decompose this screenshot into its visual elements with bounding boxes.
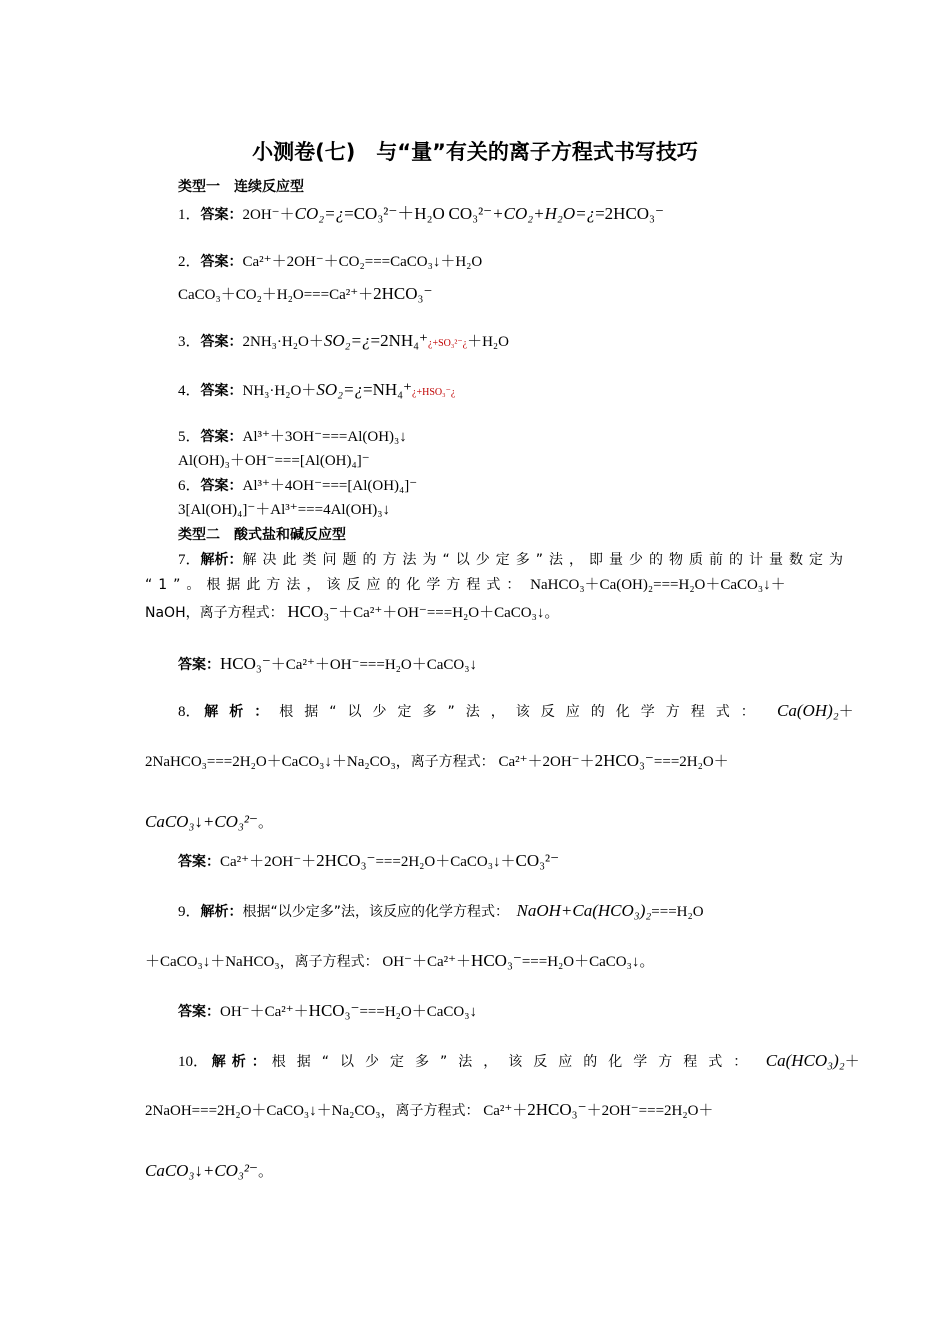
text-segment: ===2H₂O＋	[653, 754, 729, 770]
text-segment: ＋Ca²⁺＋OH⁻===H₂O＋CaCO₃↓。	[338, 605, 560, 621]
text-segment: NaHCO₃＋Ca(OH)₂===H₂O＋CaCO₃↓＋	[530, 577, 786, 593]
text-segment: 3．	[178, 334, 201, 350]
text-segment: NaOH+Ca(HCO₃)₂	[516, 901, 652, 920]
text-segment: SO₂=¿	[323, 331, 371, 350]
text-segment: Al³⁺＋4OH⁻===[Al(OH)₄]⁻	[242, 478, 418, 494]
text-segment: Ca²⁺＋2OH⁻＋CO₂===CaCO₃↓＋H₂O	[242, 254, 483, 270]
text-segment: ＋	[838, 704, 854, 720]
analysis-line-9b	[145, 952, 654, 970]
text-segment: Ca(OH)₂	[777, 701, 839, 720]
text-segment: 答案：	[178, 854, 220, 870]
text-segment: ===H₂O＋CaCO₃↓。	[521, 954, 655, 970]
text-segment: ¿+SO₃²⁻¿	[428, 338, 468, 349]
text-segment: 2NaHCO₃===2H₂O＋CaCO₃↓＋Na₂CO₃，	[145, 754, 411, 770]
text-segment: ===H₂O	[651, 904, 704, 920]
text-segment: ===H₂O＋CaCO₃↓	[359, 1004, 477, 1020]
text-segment: HCO₃⁻	[308, 1001, 360, 1020]
text-segment: 2HCO₃⁻	[316, 851, 376, 870]
text-segment: Al³⁺＋3OH⁻===Al(OH)₃↓	[242, 429, 407, 445]
text-segment: 答案：	[178, 657, 220, 673]
text-segment: 解析：	[200, 904, 243, 920]
answer-line-2	[178, 255, 482, 270]
text-segment: Ca(HCO₃)₂	[765, 1051, 845, 1070]
text-segment: 根据“以少定多”法，该反应的化学方程式：	[242, 904, 510, 920]
text-segment: 答案：	[200, 383, 243, 399]
text-segment: Ca²⁺＋2OH⁻＋	[220, 854, 317, 870]
text-segment: 解析：	[211, 1054, 272, 1070]
text-segment: =2NH₄⁺	[370, 331, 429, 350]
text-segment: 2HCO₃⁻	[373, 284, 433, 303]
text-segment: 。	[257, 815, 273, 831]
answer-line-4	[178, 381, 455, 399]
text-segment: CO₃²⁻	[448, 204, 493, 223]
text-segment: +CO₂+H₂O=¿	[492, 204, 596, 223]
text-segment: 答案：	[200, 429, 243, 445]
text-segment: 。	[257, 1164, 273, 1180]
text-segment: 2NaOH===2H₂O＋CaCO₃↓＋Na₂CO₃，	[145, 1103, 396, 1119]
text-segment: 解析：	[200, 552, 243, 568]
text-segment: Ca²⁺＋2OH⁻＋	[498, 754, 595, 770]
text-segment: 离子方程式：	[294, 954, 379, 970]
text-segment: 答案：	[200, 207, 243, 223]
text-segment: 2OH⁻＋	[242, 207, 295, 223]
text-segment: CaCO₃＋CO₂＋H₂O===Ca²⁺＋	[178, 287, 374, 303]
text-segment: 1．	[178, 207, 201, 223]
text-segment: ＋H₂O	[467, 334, 509, 350]
text-segment: OH⁻＋Ca²⁺＋	[220, 1004, 309, 1020]
text-segment: 9．	[178, 904, 201, 920]
equation-line-2b	[178, 285, 432, 303]
text-segment: 7．	[178, 552, 201, 568]
analysis-line-10a	[178, 1052, 860, 1070]
text-segment: ===2H₂O＋CaCO₃↓＋	[375, 854, 516, 870]
answer-line-7	[178, 655, 477, 673]
text-segment: 6．	[178, 478, 201, 494]
text-segment: HCO₃⁻	[287, 602, 339, 621]
answer-line-3	[178, 332, 509, 350]
text-segment: 2NH₃·H₂O＋	[242, 334, 324, 350]
text-segment: =NH₄⁺	[362, 380, 413, 399]
analysis-line-8c	[145, 813, 273, 831]
text-segment: 答案：	[200, 334, 243, 350]
equation-line-6b	[178, 503, 390, 518]
text-segment: SO₂=¿	[316, 380, 363, 399]
text-segment: 2HCO₃⁻	[527, 1100, 587, 1119]
text-segment: =CO₃²⁻＋H₂O	[344, 204, 445, 223]
text-segment: CaCO₃↓+CO₃²⁻	[145, 812, 258, 831]
text-segment: 答案：	[200, 254, 243, 270]
analysis-line-8b	[145, 752, 729, 770]
answer-line-1	[178, 205, 664, 223]
text-segment: CO₃²⁻	[515, 851, 560, 870]
analysis-line-8a	[178, 702, 854, 720]
text-segment: 离子方程式：	[395, 1103, 480, 1119]
text-segment: ＋Ca²⁺＋OH⁻===H₂O＋CaCO₃↓	[270, 657, 477, 673]
answer-line-8	[178, 852, 559, 870]
text-segment: 解析：	[204, 704, 280, 720]
text-segment: =2HCO₃⁻	[595, 204, 664, 223]
text-segment: 类型一 连续反应型	[178, 179, 304, 195]
analysis-line-10b	[145, 1101, 713, 1119]
text-segment: NH₃·H₂O＋	[242, 383, 317, 399]
text-segment: 10．	[178, 1054, 209, 1070]
text-segment: ＋	[844, 1054, 860, 1070]
analysis-line-7a	[178, 553, 849, 568]
text-segment: 2HCO₃⁻	[594, 751, 654, 770]
text-segment: ＋2OH⁻===2H₂O＋	[586, 1103, 714, 1119]
text-segment: CaCO₃↓+CO₃²⁻	[145, 1161, 258, 1180]
text-segment: CO₂=¿	[294, 204, 345, 223]
text-segment: NaOH，离子方程式：	[145, 605, 284, 621]
text-segment: Ca²⁺＋	[483, 1103, 528, 1119]
text-segment: ¿+HSO₃⁻¿	[412, 387, 456, 398]
text-segment: 4．	[178, 383, 201, 399]
text-segment: OH⁻＋Ca²⁺＋	[382, 954, 472, 970]
analysis-line-7b	[145, 578, 786, 593]
page-title: 小测卷(七) 与“量”有关的离子方程式书写技巧	[252, 140, 698, 164]
text-segment: 8．	[178, 704, 201, 720]
text-segment: HCO₃⁻	[471, 951, 522, 970]
text-segment: 类型二 酸式盐和碱反应型	[178, 527, 346, 543]
text-segment: 3[Al(OH)₄]⁻＋Al³⁺===4Al(OH)₃↓	[178, 502, 390, 518]
text-segment: 解决此类问题的方法为“以少定多”法，即量少的物质前的计量数定为	[242, 552, 850, 568]
section-heading-type-2	[178, 528, 346, 542]
text-segment: “1”。根据此方法，该反应的化学方程式：	[145, 577, 527, 593]
equation-line-5b	[178, 454, 370, 469]
text-segment: 离子方程式：	[410, 754, 495, 770]
section-heading-type-1	[178, 180, 304, 194]
answer-line-5	[178, 430, 407, 445]
text-segment: 答案：	[178, 1004, 220, 1020]
analysis-line-7c	[145, 603, 559, 621]
text-segment: ＋CaCO₃↓＋NaHCO₃，	[145, 954, 295, 970]
text-segment: 答案：	[200, 478, 243, 494]
text-segment: Al(OH)₃＋OH⁻===[Al(OH)₄]⁻	[178, 453, 370, 469]
text-segment: 2．	[178, 254, 201, 270]
answer-line-6	[178, 479, 417, 494]
text-segment: 根据“以少定多”法，该反应的化学方程式：	[279, 704, 766, 720]
text-segment: HCO₃⁻	[220, 654, 271, 673]
analysis-line-9a	[178, 902, 704, 920]
text-segment: 5．	[178, 429, 201, 445]
text-segment: 根据“以少定多”法，该反应的化学方程式：	[271, 1054, 759, 1070]
analysis-line-10c	[145, 1162, 273, 1180]
answer-line-9	[178, 1002, 477, 1020]
